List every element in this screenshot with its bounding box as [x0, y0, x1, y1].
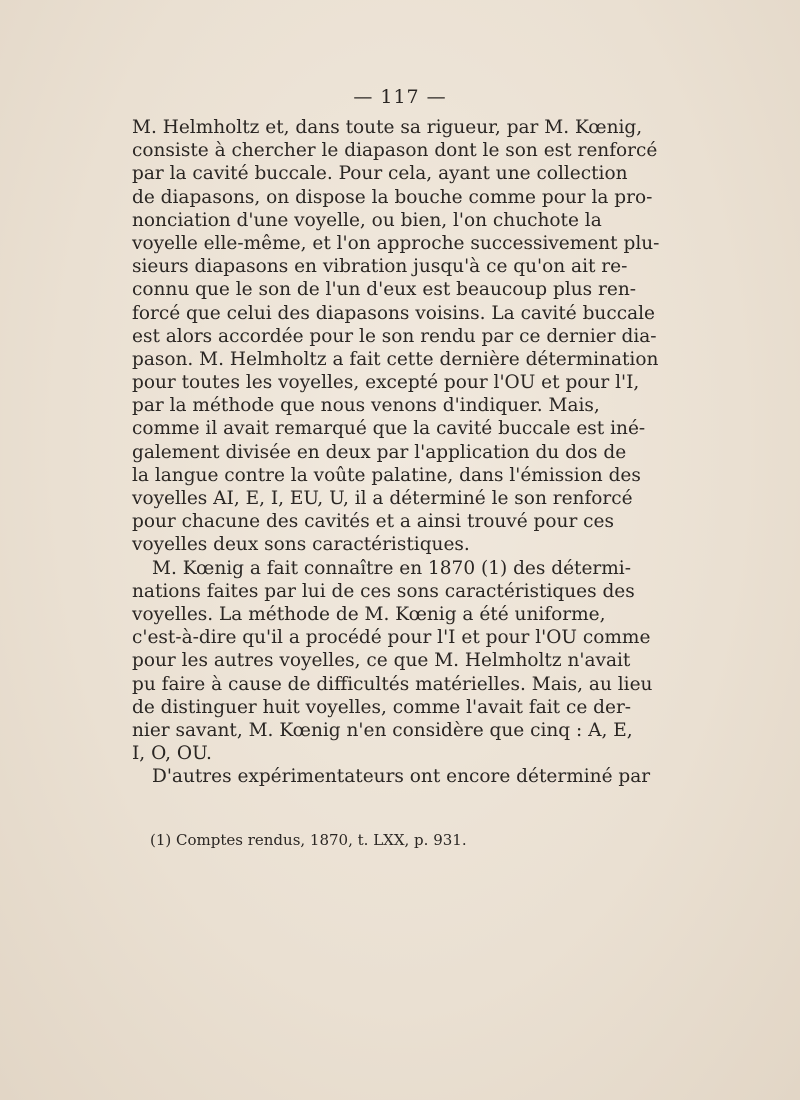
text-line: par la cavité buccale. Pour cela, ayant une collection — [132, 163, 628, 185]
text-line: I, O, OU. — [132, 743, 212, 765]
text-line: consiste à chercher le diapason dont le son est renforcé — [132, 140, 658, 162]
text-line: pour les autres voyelles, ce que M. Helmholtz n'avait — [132, 650, 631, 672]
text-line: D'autres expérimentateurs ont encore déterminé par — [152, 766, 651, 788]
text-line: voyelles. La méthode de M. Kœnig a été uniforme, — [132, 603, 606, 625]
text-line: nations faites par lui de ces sons caractéristiques des — [132, 580, 635, 602]
text-line: M. Helmholtz et, dans toute sa rigueur, par M. Kœnig, — [132, 117, 643, 138]
text-line: de diapasons, on dispose la bouche comme pour la pro- — [132, 186, 653, 208]
text-line: nonciation d'une voyelle, ou bien, l'on chuchote la — [132, 209, 602, 231]
text-line: voyelles deux sons caractéristiques. — [132, 534, 470, 556]
body-text — [132, 116, 660, 788]
text-line: pu faire à cause de difficultés matérielles. Mais, au lieu — [132, 673, 653, 695]
text-line: pour toutes les voyelles, excepté pour l'OU et pour l'I, — [132, 372, 640, 394]
text-line: pour chacune des cavités et a ainsi trouvé pour ces — [132, 511, 614, 533]
text-line: voyelles AI, E, I, EU, U, il a déterminé le son renforcé — [132, 488, 633, 509]
text-line: pason. M. Helmholtz a fait cette dernière détermination — [132, 348, 659, 370]
footnote: (1) Comptes rendus, 1870, t. LXX, p. 931. — [150, 831, 467, 849]
text-line: M. Kœnig a fait connaître en 1870 (1) des détermi- — [152, 557, 631, 579]
text-line: forcé que celui des diapasons voisins. La cavité buccale — [132, 302, 655, 324]
text-line: connu que le son de l'un d'eux est beaucoup plus ren- — [132, 279, 637, 301]
text-line: par la méthode que nous venons d'indiquer. Mais, — [132, 395, 600, 417]
text-line: sieurs diapasons en vibration jusqu'à ce qu'on ait re- — [132, 256, 628, 278]
text-line: galement divisée en deux par l'application du dos de — [132, 441, 627, 463]
text-line: de distinguer huit voyelles, comme l'avait fait ce der- — [132, 696, 632, 718]
page-number-header: — 117 — — [353, 86, 447, 108]
text-line: est alors accordée pour le son rendu par ce dernier dia- — [132, 325, 657, 347]
text-line: c'est-à-dire qu'il a procédé pour l'I et pour l'OU comme — [132, 627, 651, 649]
text-line: voyelle elle-même, et l'on approche successivement plu- — [132, 232, 660, 254]
text-line: la langue contre la voûte palatine, dans l'émission des — [132, 464, 641, 486]
text-line: comme il avait remarqué que la cavité buccale est iné- — [132, 418, 646, 440]
text-line: nier savant, M. Kœnig n'en considère que cinq : A, E, — [132, 719, 633, 741]
